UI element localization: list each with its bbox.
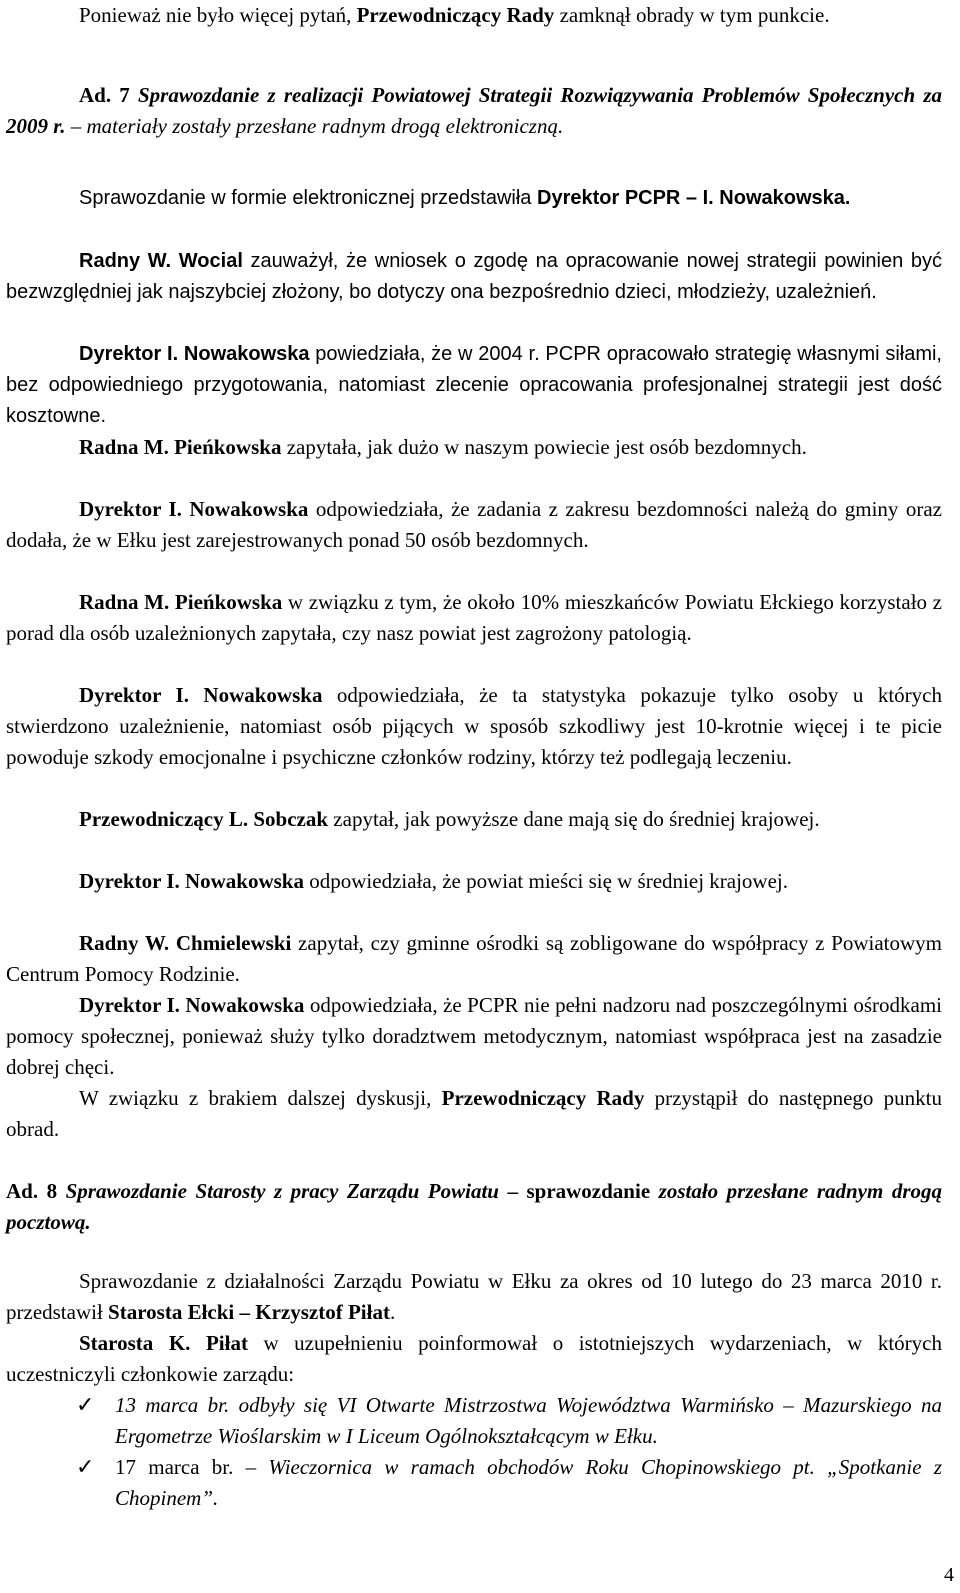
speaker: Dyrektor I. Nowakowska bbox=[79, 993, 305, 1017]
text: w związku z tym, że około 10% mieszkańców Powiatu Ełckiego korzystało z porad dla osób uzależnionych zapytała, czy nasz powiat jest zagrożony patologią. bbox=[6, 590, 942, 645]
page-number: 4 bbox=[944, 1564, 954, 1586]
text: . bbox=[389, 1300, 396, 1324]
agenda-title: Sprawozdanie z realizacji Powiatowej Strategii Rozwiązywania Problemów Społecznych za 2009 r. bbox=[6, 83, 942, 138]
text: zauważył, że wniosek o zgodę na opracowanie nowej strategii powinien być bezwzględniej jak najszybciej złożony, bo dotyczy ona bezpośrednio dzieci, młodzieży, uzależnień. bbox=[6, 250, 942, 303]
speaker: Radna M. Pieńkowska bbox=[79, 590, 283, 614]
text: powiedziała, że w 2004 r. PCPR opracowało strategię własnymi siłami, bez odpowiedniego przygotowania, natomiast zlecenie opracowania profesjonalnej strategii jest dość kosztowne. bbox=[6, 343, 942, 427]
paragraph-nowakowska-4 bbox=[6, 866, 942, 897]
speaker: Radny W. Wocial bbox=[79, 250, 243, 272]
agenda-item-7 bbox=[6, 80, 942, 142]
event-text: Wieczornica w ramach obchodów Roku Chopinowskiego pt. „Spotkanie z Chopinem”. bbox=[115, 1455, 943, 1510]
text: Ponieważ nie było więcej pytań, bbox=[79, 3, 357, 27]
events-list bbox=[6, 1390, 942, 1514]
event-date: 13 marca br. bbox=[115, 1393, 230, 1417]
paragraph-pilat bbox=[6, 1328, 942, 1390]
speaker: Dyrektor I. Nowakowska bbox=[79, 869, 304, 893]
speaker: Dyrektor I. Nowakowska bbox=[79, 497, 309, 521]
dash: – bbox=[498, 1179, 527, 1203]
agenda-note: zostało przesłane radnym drogą pocztową. bbox=[6, 1179, 942, 1234]
paragraph-sobczak bbox=[6, 804, 942, 835]
text: zapytał, jak powyższe dane mają się do średniej krajowej. bbox=[328, 807, 820, 831]
paragraph-presentation bbox=[6, 183, 942, 214]
list-item bbox=[6, 1390, 942, 1452]
text: Sprawozdanie z działalności Zarządu Powiatu w Ełku za okres od 10 lutego do 23 marca 2010 r. przedstawił bbox=[6, 1269, 942, 1324]
text: odpowiedziała, że powiat mieści się w średniej krajowej. bbox=[304, 869, 789, 893]
speaker: Dyrektor I. Nowakowska bbox=[79, 683, 323, 707]
event-date: 17 marca br. – bbox=[115, 1455, 269, 1479]
speaker: Przewodniczący L. Sobczak bbox=[79, 807, 329, 831]
text: odpowiedziała, że ta statystyka pokazuje tylko osoby u których stwierdzono uzależnienie, natomiast osób pijących w sposób szkodliwy jest 10-krotnie więcej i te picie powoduje szkody emocjonalne i psychiczne członków rodziny, którzy też podlegają leczeniu. bbox=[6, 683, 942, 769]
paragraph-nowakowska-3 bbox=[6, 680, 942, 773]
paragraph-report bbox=[6, 1266, 942, 1328]
paragraph-nowakowska-2 bbox=[6, 494, 942, 556]
text: odpowiedziała, że PCPR nie pełni nadzoru nad poszczególnymi ośrodkami pomocy społecznej, ponieważ służy tylko doradztwem metodycznym, natomiast współpraca jest na zasadzie dobrej chęci. bbox=[6, 993, 942, 1079]
speaker: Starosta Ełcki – Krzysztof Piłat bbox=[108, 1300, 390, 1324]
checkmark-icon: ✓ bbox=[76, 1393, 95, 1418]
text: odpowiedziała, że zadania z zakresu bezdomności należą do gminy oraz dodała, że w Ełku jest zarejestrowanych ponad 50 osób bezdomnych. bbox=[6, 497, 942, 552]
speaker: Dyrektor PCPR – I. Nowakowska. bbox=[537, 187, 851, 209]
text: zapytał, czy gminne ośrodki są zobligowane do współpracy z Powiatowym Centrum Pomocy Rodzinie. bbox=[6, 931, 943, 986]
text: przystąpił do następnego punktu obrad. bbox=[6, 1086, 942, 1141]
speaker: Radny W. Chmielewski bbox=[79, 931, 292, 955]
speaker: Radna M. Pieńkowska bbox=[79, 435, 282, 459]
paragraph-closing-discussion bbox=[6, 1083, 942, 1145]
paragraph-chmielewski bbox=[6, 928, 942, 990]
text: w uzupełnieniu poinformował o istotniejszych wydarzeniach, w których uczestniczyli członkowie zarządu: bbox=[6, 1331, 942, 1386]
agenda-item-8 bbox=[6, 1176, 942, 1238]
agenda-number: Ad. 8 bbox=[6, 1179, 58, 1203]
agenda-title: Sprawozdanie Starosty z pracy Zarządu Powiatu bbox=[65, 1179, 499, 1203]
agenda-number: Ad. 7 bbox=[79, 83, 130, 107]
event-text: odbyły się VI Otwarte Mistrzostwa Województwa Warmińsko – Mazurskiego na Ergometrze Wioślarskim w I Liceum Ogólnokształcącym w Ełku. bbox=[115, 1393, 942, 1448]
list-item bbox=[6, 1452, 942, 1514]
paragraph-nowakowska-5 bbox=[6, 990, 942, 1083]
text: W związku z brakiem dalszej dyskusji, bbox=[79, 1086, 442, 1110]
speaker: Starosta K. Piłat bbox=[79, 1331, 248, 1355]
agenda-bold: sprawozdanie bbox=[526, 1179, 651, 1203]
speaker: Dyrektor I. Nowakowska bbox=[79, 343, 310, 365]
text: Sprawozdanie w formie elektronicznej przedstawiła bbox=[79, 187, 537, 209]
paragraph-pienkowska-2 bbox=[6, 587, 942, 649]
text: zapytała, jak dużo w naszym powiecie jest osób bezdomnych. bbox=[281, 435, 807, 459]
paragraph-pienkowska-1 bbox=[6, 432, 942, 463]
speaker: Przewodniczący Rady bbox=[356, 3, 555, 27]
paragraph-nowakowska-1 bbox=[6, 339, 942, 432]
agenda-note: – materiały zostały przesłane radnym drogą elektroniczną. bbox=[65, 114, 564, 138]
text: zamknął obrady w tym punkcie. bbox=[554, 3, 830, 27]
paragraph-closing bbox=[6, 0, 942, 31]
checkmark-icon: ✓ bbox=[76, 1455, 95, 1480]
paragraph-wocial bbox=[6, 246, 942, 308]
speaker: Przewodniczący Rady bbox=[441, 1086, 645, 1110]
